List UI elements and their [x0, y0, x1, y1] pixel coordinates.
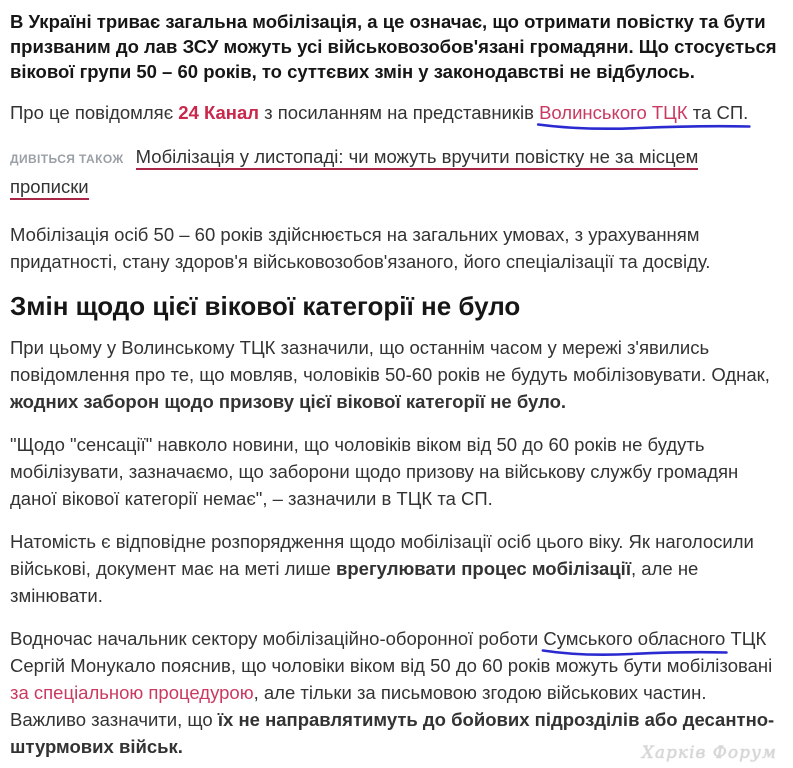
- text-segment: В Україні триває загальна мобілізація, а це означає, що отримати повістку та бути призваним до лав ЗСУ можуть усі військовозобов'язані громадяни. Що стосується вікової групи 50 – 60 років, то суттєвих змін у законодавстві не відбулось.: [10, 11, 777, 82]
- blue-underlined-phrase: [543, 628, 725, 649]
- special-procedure-link[interactable]: за спеціальною процедурою: [10, 682, 254, 703]
- watermark: Харків Форум: [641, 743, 777, 763]
- paragraph-sumy-tck: [10, 625, 780, 760]
- volyn-tck-link[interactable]: Волинського ТЦК: [539, 102, 688, 123]
- channel-24-link[interactable]: 24 Канал: [178, 102, 260, 123]
- see-also-block: [10, 143, 780, 200]
- text-segment: Сумського обласного: [543, 628, 726, 649]
- paragraph-quote: [10, 431, 780, 512]
- text-segment: , але тільки за письмовою згодою військових частин. Важливо зазначити, що: [10, 682, 707, 730]
- paragraph-directive: [10, 528, 780, 609]
- blue-underlined-phrase: [539, 102, 748, 123]
- text-segment: Водночас начальник сектору мобілізаційно-оборонної роботи: [10, 628, 544, 649]
- paragraph-no-bans: [10, 334, 780, 415]
- text-segment: "Щодо "сенсації" навколо новини, що чоловіків віком від 50 до 60 років не будуть мобілізувати, зазначаємо, що заборони щодо призову на військову службу громадян даної вікової категорії немає", – зазначили в ТЦК та СП.: [10, 434, 739, 509]
- text-segment: ТЦК Сергій Монукало пояснив, що чоловіки віком від 50 до 60 років можуть бути мобілізовані: [10, 628, 773, 676]
- source-line: [10, 99, 780, 126]
- section-heading: Змін щодо цієї вікової категорії не було: [10, 291, 521, 321]
- text-segment: жодних заборон щодо призову цієї вікової категорії не було.: [10, 391, 567, 412]
- text-segment: Про це повідомляє: [10, 102, 179, 123]
- text-segment: та СП.: [687, 102, 749, 123]
- article-lede: [10, 9, 780, 84]
- text-segment: Натомість є відповідне розпорядження щодо мобілізації осіб цього віку. Як наголосили військові, документ має на меті лише: [10, 531, 754, 579]
- text-segment: врегулювати процес мобілізації: [335, 558, 632, 579]
- paragraph-general-terms: [10, 221, 780, 275]
- see-also-link[interactable]: Мобілізація у листопаді: чи можуть вручити повістку не за місцем прописки: [10, 146, 698, 200]
- text-segment: Мобілізація осіб 50 – 60 років здійснюється на загальних умовах, з урахуванням придатності, стану здоров'я військовозобов'язаного, його спеціалізації та досвіду.: [10, 224, 711, 272]
- text-segment: , але не змінювати.: [10, 558, 699, 606]
- text-segment: з посиланням на представників: [259, 102, 540, 123]
- text-segment: При цьому у Волинському ТЦК зазначили, що останнім часом у мережі з'явились повідомлення про те, що мовляв, чоловіків 50-60 років не будуть мобілізовувати. Однак,: [10, 337, 770, 385]
- see-also-label: ДИВІТЬСЯ ТАКОЖ: [10, 152, 124, 166]
- text-segment: їх не направлятимуть до бойових підрозділів або десантно-штурмових військ.: [10, 709, 775, 757]
